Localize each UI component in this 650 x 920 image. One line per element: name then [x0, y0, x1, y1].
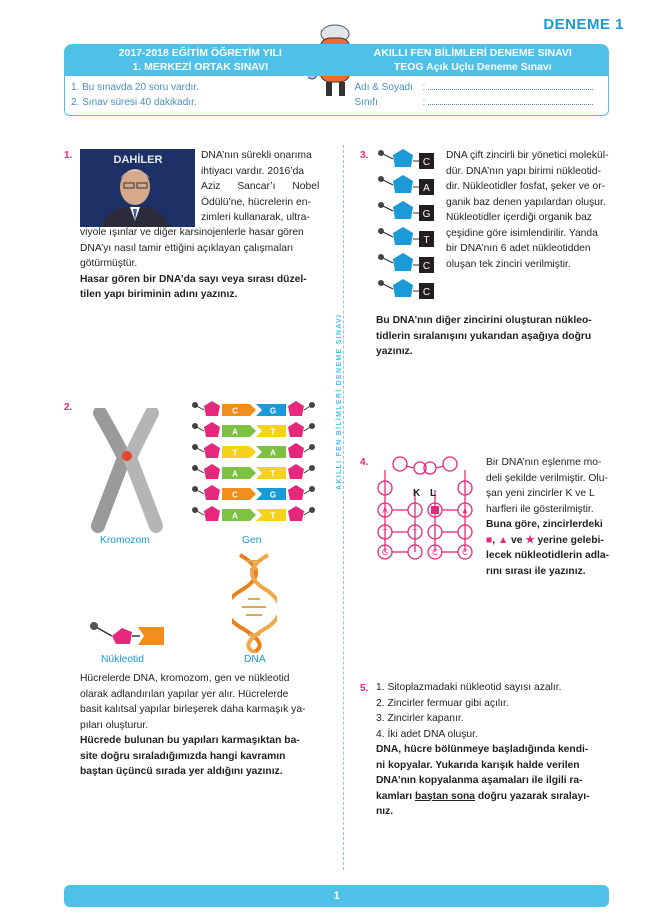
gene-label: Gen: [242, 535, 262, 546]
nucleotide-label: Nükleotid: [101, 654, 144, 665]
q5-bold-1: DNA, hücre bölünmeye başladığında kendi-: [376, 744, 589, 755]
gene-base-left-letter: A: [232, 469, 238, 479]
q4-bold-2: yerine gelebi-: [534, 534, 604, 546]
photo-banner-text: DAHİLER: [113, 154, 163, 166]
info-line-1: 1. Bu sınavda 20 soru vardır.: [71, 82, 199, 93]
page-number: 1: [333, 890, 340, 902]
name-field[interactable]: [428, 81, 593, 90]
star-symbol: ★: [525, 534, 535, 546]
q3-bold-2: tidlerin sıralanışını yukarıdan aşağıya doğru: [376, 330, 592, 342]
q4-line-1: Bir DNA’nın eşlenme mo-: [486, 457, 602, 468]
q2-line-1: Hücrelerde DNA, kromozom, gen ve nükleotid: [80, 673, 290, 684]
q4-bold-4: rını sırası ile yazınız.: [486, 565, 586, 577]
year-label: 2017-2018 EĞİTİM ÖĞRETİM YILI: [118, 47, 282, 59]
k-base-1: T: [412, 528, 418, 537]
gene-sugar-left: [204, 422, 220, 437]
name-colon: :: [422, 82, 426, 93]
base-letter: G: [422, 209, 431, 220]
sugar-pentagon: [393, 279, 413, 297]
aziz-sancar-photo: [80, 149, 195, 227]
base-letter: C: [422, 287, 431, 298]
dna-replication-model: [370, 452, 480, 567]
q4-sep-2: ve: [508, 534, 526, 546]
phosphate-dot: [378, 202, 384, 208]
page-footer: [64, 885, 609, 907]
q5-bold-4a: kamları: [376, 790, 415, 802]
gene-base-left: [222, 425, 256, 437]
gene-sugar-left: [204, 506, 220, 521]
sugar-pentagon: [393, 149, 413, 167]
q3-line-5: Nükleotidler içerdiği organik baz: [446, 212, 592, 223]
gene-sugar-left: [204, 485, 220, 500]
info-line-2: 2. Sınav süresi 40 dakikadır.: [71, 97, 197, 108]
gene-sugar-left: [204, 464, 220, 479]
gene-phosphate-right: [309, 402, 315, 408]
right-base-2: C: [462, 548, 468, 557]
phosphate-dot: [378, 176, 384, 182]
q5-item-4: 4. İki adet DNA oluşur.: [376, 728, 478, 740]
class-field[interactable]: [428, 96, 593, 105]
q5-item-1: 1. Sitoplazmadaki nükleotid sayısı azalır.: [376, 682, 562, 693]
q4-bold-1: Buna göre, zincirlerdeki: [486, 519, 603, 530]
gene-phosphate-right: [309, 507, 315, 513]
q5-number: 5.: [360, 683, 369, 694]
vertical-watermark: AKILLI FEN BİLİMLERİ DENEME SINAVI: [336, 313, 343, 490]
q3-number: 3.: [360, 150, 369, 161]
base-letter: C: [422, 157, 431, 168]
strand-k-label: K: [413, 488, 421, 499]
q5-item-2: 2. Zincirler fermuar gibi açılır.: [376, 697, 509, 709]
q3-line-3: dir. Nükleotidler fosfat, şeker ve or-: [446, 181, 606, 192]
q2-bold-3: baştan üçüncü sırada yer aldığını yazınız.: [80, 766, 283, 777]
class-label: Sınıfı: [354, 97, 378, 108]
q1-line-6: viyole ışınlar ve diğer karsinojenlerle hasar gören: [80, 227, 304, 238]
q3-line-8: oluşan tek zinciri verilmiştir.: [446, 258, 571, 270]
q4-line-2: deli şekilde verilmiştir. Olu-: [486, 472, 608, 484]
gene-base-right-letter: T: [270, 427, 276, 437]
gene-phosphate-right: [309, 465, 315, 471]
gene-sugar-left: [204, 401, 220, 416]
gene-illustration: [190, 400, 320, 528]
gene-base-left: [222, 509, 256, 521]
gene-sugar-right: [288, 485, 304, 500]
q3-bold-1: Bu DNA’nın diğer zincirini oluşturan nükleo-: [376, 315, 592, 326]
q1-line-3: Aziz Sancar’ı Nobel: [201, 181, 320, 192]
column-divider: [343, 145, 344, 870]
q1-bold-1: Hasar gören bir DNA’da sayı veya sırası düzel-: [80, 273, 307, 285]
gene-base-left-letter: A: [232, 511, 238, 521]
exam-sub-right: TEOG Açık Uçlu Deneme Sınavı: [393, 61, 552, 73]
class-colon: :: [422, 97, 426, 108]
name-label: Adı & Soyadı: [354, 82, 413, 93]
left-base-3: G: [381, 548, 389, 557]
triangle-symbol: ▲: [497, 534, 509, 546]
gene-sugar-right: [288, 464, 304, 479]
gene-base-right-letter: T: [270, 469, 276, 479]
sugar-pentagon: [393, 175, 413, 193]
q3-line-4: ganik baz denen yapılardan oluşur.: [446, 196, 606, 208]
chromosome-label: Kromozom: [100, 535, 150, 546]
left-base-1: A: [382, 506, 388, 515]
gene-phosphate-right: [309, 423, 315, 429]
q4-line-4: harfleri ile gösterilmiştir.: [486, 503, 594, 515]
q1-line-1: DNA’nın sürekli onarıma: [201, 150, 312, 161]
q5-bold-2: ni kopyalar. Yukarıda karışık halde verilen: [376, 759, 580, 771]
gene-base-left-letter: T: [232, 448, 238, 458]
q4-bold-3: lecek nükleotidlerin adla-: [486, 550, 610, 561]
gene-phosphate-right: [309, 486, 315, 492]
gene-base-right-letter: G: [269, 406, 277, 416]
gene-phosphate-right: [309, 444, 315, 450]
phosphate-dot: [378, 228, 384, 234]
sugar-pentagon: [393, 253, 413, 271]
q5-bold-4c: doğru yazarak sıralayı-: [475, 790, 590, 802]
base-letter: T: [423, 235, 430, 246]
deneme-title: DENEME 1: [543, 16, 624, 33]
q5-bold-3: DNA’nın kopyalanma aşamaları ile ilgili ra-: [376, 775, 583, 786]
q1-line-2: ihtiyacı vardır. 2016’da: [201, 165, 305, 177]
square-symbol: ■: [486, 534, 493, 546]
q1-number: 1.: [64, 150, 73, 161]
q1-line-5: zimleri kullanarak, ultra-: [201, 212, 310, 223]
q1-line-4: Ödülü’ne, hücrelerin en-: [201, 196, 311, 208]
exam-name: AKILLI FEN BİLİMLERİ DENEME SINAVI: [373, 47, 572, 59]
q3-line-6: çeşidine göre isimlendirilir. Yanda: [446, 227, 598, 239]
sugar-pentagon: [393, 201, 413, 219]
q2-line-4: pıları oluşturur.: [80, 719, 149, 731]
q1-line-8: götürmüştür.: [80, 258, 138, 269]
phosphate-dot: [378, 254, 384, 260]
nucleotide-illustration: [88, 618, 168, 650]
left-base-2: T: [382, 528, 388, 537]
right-base-1: ▲: [461, 506, 469, 515]
q4-sep-1: ,: [492, 534, 498, 546]
gene-sugar-right: [288, 422, 304, 437]
gene-base-left: [222, 404, 256, 416]
q2-bold-2: site doğru sıraladığımızda hangi kavramın: [80, 750, 286, 762]
q4-line-3: şan yeni zincirler K ve L: [486, 488, 595, 499]
chromosome-illustration: [90, 408, 165, 533]
phosphate-dot: [378, 280, 384, 286]
gene-sugar-right: [288, 506, 304, 521]
gene-base-right-letter: A: [270, 448, 276, 458]
q1-line-7: DNA’yı nasıl tamir ettiğini açıklayan çalışmaları: [80, 242, 294, 254]
gene-base-left-letter: A: [232, 427, 238, 437]
q2-line-2: olarak adlandırılan yapılar yer alır. Hücrelerde: [80, 688, 289, 700]
q3-line-2: dür. DNA’nın yapı birimi nükleotid-: [446, 165, 601, 177]
gene-base-left: [222, 446, 256, 458]
gene-sugar-right: [288, 401, 304, 416]
gene-sugar-left: [204, 443, 220, 458]
q5-item-3: 3. Zincirler kapanır.: [376, 713, 464, 724]
q5-bold-5: nız.: [376, 806, 394, 817]
q2-number: 2.: [64, 402, 73, 413]
gene-sugar-right: [288, 443, 304, 458]
gene-base-left: [222, 488, 256, 500]
dna-label: DNA: [244, 654, 266, 665]
strand-l-label: L: [430, 488, 437, 499]
phosphate-dot: [378, 150, 384, 156]
gene-base-left: [222, 467, 256, 479]
q2-bold-1: Hücrede bulunan bu yapıları karmaşıktan ba-: [80, 735, 300, 746]
q2-line-3: basit kalıtsal yapılar birleşerek daha karmaşık ya-: [80, 704, 306, 715]
q5-bold-4b: baştan sona: [414, 790, 476, 802]
sugar-pentagon: [393, 227, 413, 245]
dna-helix-illustration: [232, 553, 277, 653]
dna-single-strand: [375, 148, 440, 308]
q3-line-7: bir DNA’nın 6 adet nükleotidden: [446, 243, 591, 254]
base-letter: A: [423, 183, 430, 194]
exam-header: [64, 44, 609, 116]
gene-base-left-letter: C: [232, 406, 238, 416]
q1-bold-2: tilen yapı biriminin adını yazınız.: [80, 289, 238, 300]
exam-sub-left: 1. MERKEZİ ORTAK SINAVI: [132, 61, 269, 73]
q3-bold-3: yazınız.: [376, 346, 413, 357]
square-marker: [431, 506, 439, 514]
gene-base-left-letter: C: [232, 490, 238, 500]
q3-line-1: DNA çift zincirli bir yönetici molekül-: [446, 150, 609, 161]
gene-base-right-letter: G: [269, 490, 277, 500]
base-letter: C: [422, 261, 431, 272]
q4-number: 4.: [360, 457, 369, 468]
gene-base-right-letter: T: [270, 511, 276, 521]
l-base-1: C: [432, 548, 438, 557]
